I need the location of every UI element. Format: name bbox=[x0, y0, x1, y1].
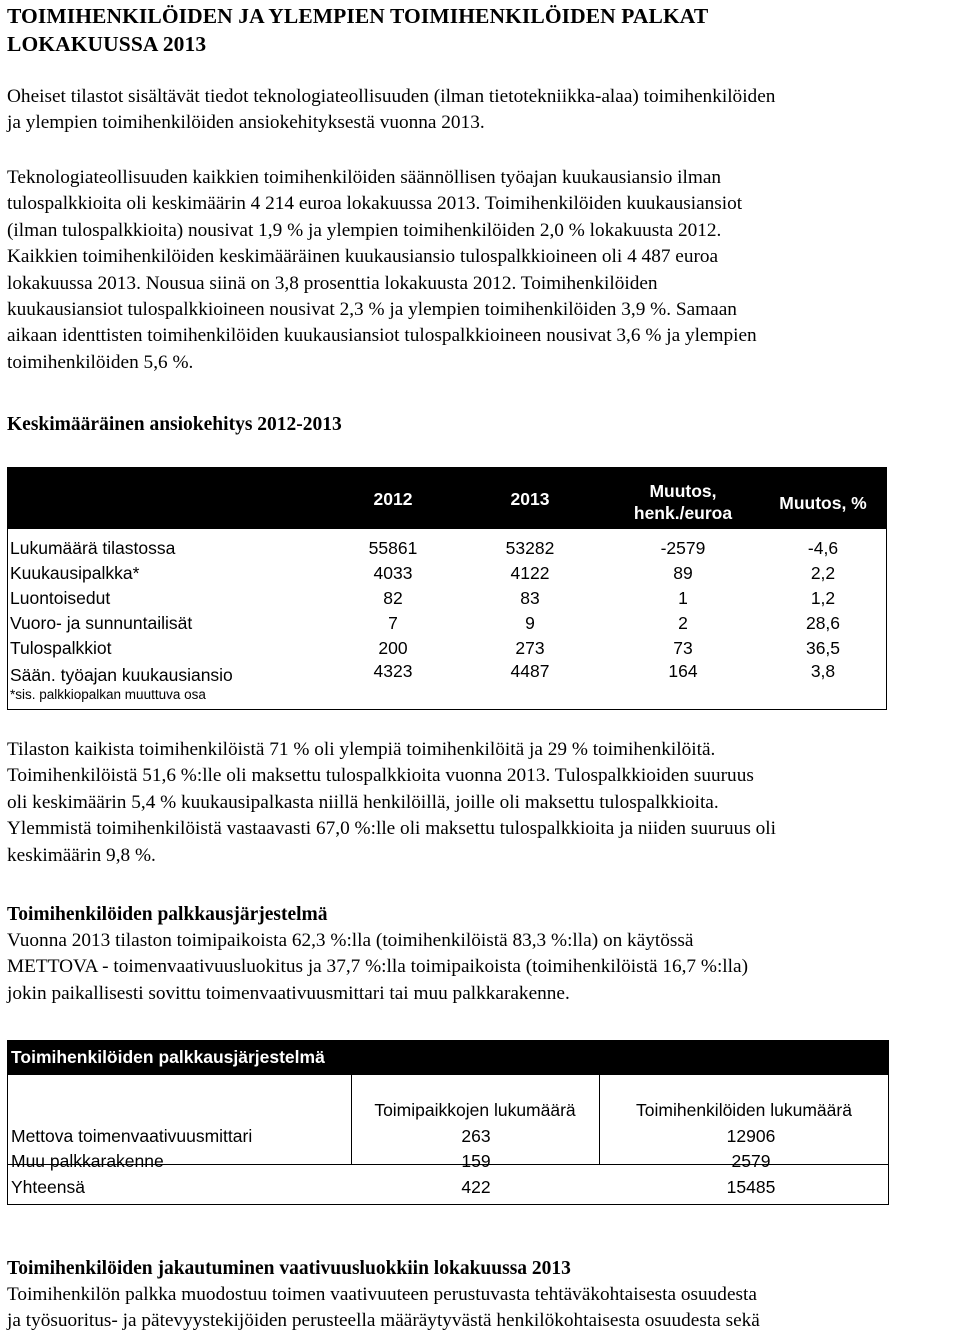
palkkaus-line: jokin paikallisesti sovittu toimenvaativuusmittari tai muu palkkarakenne. bbox=[7, 982, 570, 1004]
header-2013: 2013 bbox=[510, 489, 550, 509]
col-header-employees: Toimihenkilöiden lukumäärä bbox=[636, 1100, 852, 1120]
summary-line: aikaan identtisten toimihenkilöiden kuukausiansiot tulospalkkioineen nousivat 3,6 % ja ylempien bbox=[7, 325, 757, 347]
table-row bbox=[8, 661, 886, 686]
cell-employees: 12906 bbox=[726, 1126, 776, 1146]
cell-workplaces: 422 bbox=[461, 1177, 491, 1197]
header-change-eur bbox=[608, 480, 758, 524]
row-label: Muu palkkarakenne bbox=[11, 1151, 164, 1171]
share-paragraph bbox=[7, 737, 955, 869]
cell-2012: 82 bbox=[383, 588, 403, 608]
summary-line: kuukausiansiot tulospalkkioineen nousivat 2,3 % ja ylempien toimihenkilöiden 3,9 %. Samaan bbox=[7, 299, 737, 321]
pay-system-table-title: Toimihenkilöiden palkkausjärjestelmä bbox=[11, 1047, 325, 1067]
summary-line: (ilman tulospalkkioita) nousivat 1,9 % ja ylempien toimihenkilöiden 2,0 % lokakuusta 2012. bbox=[7, 219, 722, 241]
cell-2013: 4122 bbox=[510, 563, 550, 583]
cell-2013: 83 bbox=[520, 588, 540, 608]
section-heading-ansiokehitys: Keskimääräinen ansiokehitys 2012-2013 bbox=[7, 414, 342, 435]
cell-2013: 4487 bbox=[510, 661, 550, 681]
row-label: Mettova toimenvaativuusmittari bbox=[11, 1126, 253, 1146]
cell-2013: 273 bbox=[515, 638, 545, 658]
page-title-line1: TOIMIHENKILÖIDEN JA YLEMPIEN TOIMIHENKILÖIDEN PALKAT bbox=[7, 4, 709, 28]
cell-pct: 28,6 bbox=[805, 613, 841, 633]
row-label: Sään. työajan kuukausiansio bbox=[10, 665, 233, 685]
cell-2012: 55861 bbox=[368, 538, 418, 558]
row-label: Luontoisedut bbox=[10, 588, 111, 608]
cell-2012: 4033 bbox=[373, 563, 413, 583]
cell-workplaces: 159 bbox=[461, 1151, 491, 1171]
palkkaus-line: METTOVA - toimenvaativuusluokitus ja 37,7 %:lla toimipaikoista (toimihenkilöistä 16,7 %:lla) bbox=[7, 956, 748, 978]
pay-system-table-header bbox=[8, 1041, 888, 1075]
header-2012: 2012 bbox=[373, 489, 413, 509]
summary-paragraph bbox=[7, 165, 955, 376]
intro-line: ja ylempien toimihenkilöiden ansiokehityksestä vuonna 2013. bbox=[7, 112, 485, 134]
cell-change: -2579 bbox=[660, 538, 706, 558]
cell-change: 1 bbox=[678, 588, 688, 608]
cell-2012: 200 bbox=[378, 638, 408, 658]
summary-line: Kaikkien toimihenkilöiden keskimääräinen kuukausiansio tulospalkkioineen oli 4 487 euroa bbox=[7, 246, 719, 268]
summary-line: Teknologiateollisuuden kaikkien toimihenkilöiden säännöllisen työajan kuukausiansio ilman bbox=[7, 167, 722, 188]
share-line: Ylemmistä toimihenkilöistä vastaavasti 67,0 %:lle oli maksettu tulospalkkioita ja niiden suuruus oli bbox=[7, 818, 776, 840]
cell-2013: 53282 bbox=[505, 538, 555, 558]
table-footnote: *sis. palkkiopalkan muuttuva osa bbox=[10, 687, 206, 702]
cell-change: 2 bbox=[678, 613, 688, 633]
pay-system-table bbox=[7, 1040, 889, 1205]
earnings-table-header bbox=[8, 468, 886, 529]
row-label: Kuukausipalkka* bbox=[10, 563, 140, 583]
section-heading-vaativuusluokat: Toimihenkilöiden jakautuminen vaativuusluokkiin lokakuussa 2013 bbox=[7, 1258, 571, 1279]
table-row bbox=[8, 636, 886, 661]
share-line: Tilaston kaikista toimihenkilöistä 71 % oli ylempiä toimihenkilöitä ja 29 % toimihenkilöitä. bbox=[7, 739, 716, 760]
vaativuus-line: ja työsuoritus- ja pätevyystekijöiden perusteella määräytyvästä henkilökohtaisesta osuudesta sekä bbox=[7, 1310, 760, 1332]
row-label: Lukumäärä tilastossa bbox=[10, 538, 176, 558]
page-title bbox=[7, 2, 708, 58]
intro-paragraph bbox=[7, 84, 955, 137]
table-row bbox=[8, 561, 886, 586]
summary-line: tulospalkkioita oli keskimäärin 4 214 euroa lokakuussa 2013. Toimihenkilöiden kuukausiansiot bbox=[7, 193, 743, 215]
cell-pct: -4,6 bbox=[807, 538, 839, 558]
summary-line: toimihenkilöiden 5,6 %. bbox=[7, 351, 194, 373]
share-line: keskimäärin 9,8 %. bbox=[7, 844, 156, 866]
cell-2012: 4323 bbox=[373, 661, 413, 681]
share-line: oli keskimäärin 5,4 % kuukausipalkasta niillä henkilöillä, joille oli maksettu tulospalkkioita. bbox=[7, 791, 719, 813]
intro-line: Oheiset tilastot sisältävät tiedot teknologiateollisuuden (ilman tietotekniikka-alaa) toimihenkilöiden bbox=[7, 86, 776, 107]
cell-pct: 36,5 bbox=[805, 638, 841, 658]
cell-2013: 9 bbox=[525, 613, 535, 633]
cell-change: 164 bbox=[668, 661, 698, 681]
row-label: Yhteensä bbox=[11, 1177, 85, 1197]
cell-2012: 7 bbox=[388, 613, 398, 633]
share-line: Toimihenkilöistä 51,6 %:lle oli maksettu tulospalkkioita vuonna 2013. Tulospalkkioiden suuruus bbox=[7, 765, 754, 787]
col-header-workplaces: Toimipaikkojen lukumäärä bbox=[374, 1100, 576, 1120]
cell-employees: 2579 bbox=[731, 1151, 771, 1171]
vaativuus-line: Toimihenkilön palkka muodostuu toimen vaativuuteen perustuvasta tehtäväkohtaisesta osuudesta bbox=[7, 1284, 757, 1305]
cell-change: 73 bbox=[673, 638, 693, 658]
row-label: Tulospalkkiot bbox=[10, 638, 112, 658]
cell-workplaces: 263 bbox=[461, 1126, 491, 1146]
table-row bbox=[8, 536, 886, 561]
cell-change: 89 bbox=[673, 563, 693, 583]
palkkausjarjestelma-paragraph bbox=[7, 928, 955, 1007]
palkkaus-line: Vuonna 2013 tilaston toimipaikoista 62,3 %:lla (toimihenkilöistä 83,3 %:lla) on käytössä bbox=[7, 930, 694, 951]
cell-pct: 2,2 bbox=[810, 563, 836, 583]
table-row bbox=[8, 586, 886, 611]
vaativuusluokat-paragraph bbox=[7, 1282, 955, 1335]
header-change-eur-line1: Muutos, bbox=[649, 481, 717, 501]
summary-line: lokakuussa 2013. Nousua siinä on 3,8 prosenttia lokakuusta 2012. Toimihenkilöiden bbox=[7, 272, 658, 294]
cell-employees: 15485 bbox=[726, 1177, 776, 1197]
row-label: Vuoro- ja sunnuntailisät bbox=[10, 613, 193, 633]
table-row bbox=[8, 611, 886, 636]
earnings-table bbox=[7, 467, 887, 710]
cell-pct: 3,8 bbox=[810, 661, 836, 681]
header-change-eur-line2: henk./euroa bbox=[633, 503, 733, 523]
header-change-pct: Muutos, % bbox=[779, 493, 867, 513]
cell-pct: 1,2 bbox=[810, 588, 836, 608]
page-title-line2: LOKAKUUSSA 2013 bbox=[7, 32, 207, 56]
section-heading-palkkausjarjestelma: Toimihenkilöiden palkkausjärjestelmä bbox=[7, 904, 328, 925]
